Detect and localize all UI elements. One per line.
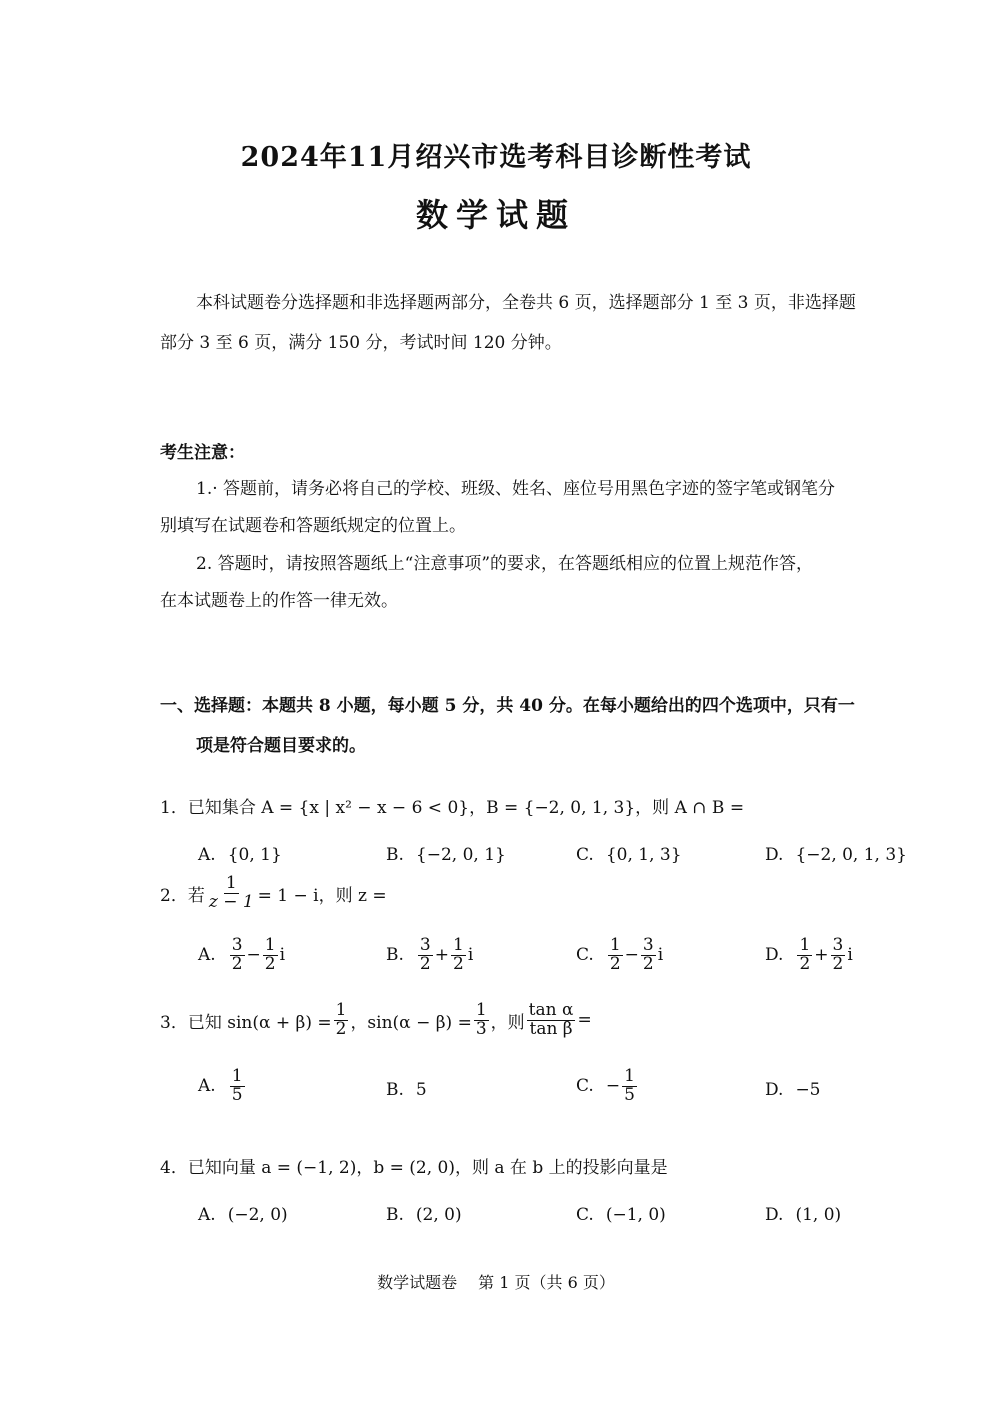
intro-line-1: 本科试题卷分选择题和非选择题两部分，全卷共 6 页，选择题部分 1 至 3 页，非选择题 — [196, 293, 856, 313]
fraction — [230, 1068, 245, 1105]
question-4-option-d — [765, 1205, 841, 1225]
exam-title: 2024年11月绍兴市选考科目诊断性考试 — [240, 142, 752, 173]
question-4-option-c — [576, 1205, 666, 1225]
option-text: {−2, 0, 1, 3} — [795, 845, 907, 865]
question-1-option-b — [386, 845, 506, 865]
question-3-option-d — [765, 1080, 821, 1100]
option-label: C. — [576, 1076, 594, 1097]
option-text: (1, 0) — [795, 1205, 842, 1225]
fraction-numerator: 1 — [624, 1066, 635, 1086]
option-label: B. — [386, 1080, 404, 1100]
fraction-numerator: 1 — [335, 1000, 347, 1020]
question-4-stem: 4．已知向量 a = (−1, 2)，b = (2, 0)，则 a 在 b 上的投影向量是 — [160, 1158, 668, 1178]
option-label: A. — [198, 1076, 216, 1097]
fraction — [527, 1002, 576, 1039]
option-sign: − — [605, 1076, 621, 1097]
notice-item-2-line-1: 2. 答题时，请按照答题纸上“注意事项”的要求，在答题纸相应的位置上规范作答， — [196, 554, 814, 574]
option-text: (2, 0) — [415, 1205, 462, 1225]
fraction — [474, 1002, 489, 1039]
option-label: A. — [198, 1205, 216, 1225]
option-label: D. — [765, 1205, 784, 1225]
fraction: $\frac{1}{2}$ — [799, 935, 811, 974]
fraction-denominator: 2 — [335, 1018, 347, 1039]
option-label: C. — [576, 845, 594, 865]
question-2-option-a: A. $\frac{3}{2}$ − $\frac{1}{2}$ i — [198, 935, 286, 974]
fraction: $\frac{3}{2}$ — [419, 935, 431, 974]
fraction-denominator: 5 — [624, 1084, 635, 1105]
fraction-numerator: 1 — [231, 1066, 243, 1086]
question-3-then: ，则 — [490, 1012, 525, 1033]
question-3-eq: = — [577, 1010, 592, 1031]
option-text: (−1, 0) — [605, 1205, 666, 1225]
option-label: B. — [386, 945, 404, 966]
intro-line-2: 部分 3 至 6 页，满分 150 分，考试时间 120 分钟。 — [160, 333, 562, 353]
fraction — [622, 1068, 637, 1105]
question-2-stem — [160, 875, 387, 912]
fraction: $\frac{1}{2}$ — [609, 935, 621, 974]
option-text: {0, 1, 3} — [605, 845, 682, 865]
question-1-option-a — [198, 845, 282, 865]
fraction-denominator: tan β — [529, 1018, 573, 1039]
question-2-suffix: = 1 − i，则 z = — [257, 885, 387, 906]
question-1-option-d — [765, 845, 907, 865]
question-4-option-a — [198, 1205, 288, 1225]
fraction: $\frac{1}{2}$ — [452, 935, 464, 974]
question-3-option-b — [386, 1080, 427, 1100]
question-3-option-a — [198, 1068, 247, 1105]
option-label: D. — [765, 1080, 784, 1100]
question-3-stem — [160, 1002, 592, 1039]
question-3-prefix: 3．已知 sin(α + β) = — [160, 1012, 332, 1033]
question-2-option-c: C. $\frac{1}{2}$ − $\frac{3}{2}$ i — [576, 935, 664, 974]
notice-item-2-line-2: 在本试题卷上的作答一律无效。 — [160, 591, 398, 611]
question-3-option-c — [576, 1068, 639, 1105]
option-label: D. — [765, 845, 784, 865]
option-label: B. — [386, 845, 404, 865]
fraction: $\frac{3}{2}$ — [231, 935, 243, 974]
option-text: (−2, 0) — [227, 1205, 288, 1225]
option-label: A. — [198, 945, 216, 966]
fraction: $\frac{1}{2}$ — [264, 935, 276, 974]
question-1-option-c — [576, 845, 682, 865]
question-1-stem: 1．已知集合 A = {x | x² − x − 6 < 0}，B = {−2, 0, 1, 3}，则 A ∩ B = — [160, 798, 745, 818]
option-label: C. — [576, 945, 594, 966]
fraction-numerator: 1 — [475, 1000, 487, 1020]
fraction-numerator: tan α — [528, 1000, 574, 1020]
fraction-denominator: z − 1 — [208, 891, 254, 912]
notice-item-1-line-1: 1.· 答题前，请务必将自己的学校、班级、姓名、座位号用黑色字迹的签字笔或钢笔分 — [196, 479, 836, 499]
question-2-fraction — [207, 875, 256, 912]
notice-heading: 考生注意： — [160, 443, 245, 463]
question-2-prefix: 2．若 — [160, 885, 205, 906]
fraction-numerator: 1 — [225, 873, 237, 893]
fraction — [334, 1002, 349, 1039]
notice-item-1-line-2: 别填写在试题卷和答题纸规定的位置上。 — [160, 516, 466, 536]
option-label: B. — [386, 1205, 404, 1225]
option-label: C. — [576, 1205, 594, 1225]
option-text: {0, 1} — [227, 845, 282, 865]
page-footer: 数学试题卷 第 1 页（共 6 页） — [377, 1273, 615, 1292]
question-2-option-b: B. $\frac{3}{2}$ + $\frac{1}{2}$ i — [386, 935, 474, 974]
option-text: 5 — [415, 1080, 427, 1100]
question-2-option-d: D. $\frac{1}{2}$ + $\frac{3}{2}$ i — [765, 935, 853, 974]
option-label: A. — [198, 845, 216, 865]
option-text: {−2, 0, 1} — [415, 845, 506, 865]
fraction-denominator: 3 — [475, 1018, 487, 1039]
fraction-denominator: 5 — [231, 1084, 243, 1105]
question-4-option-b — [386, 1205, 462, 1225]
option-text: −5 — [795, 1080, 821, 1100]
section-1-heading-line-1: 一、选择题：本题共 8 小题，每小题 5 分，共 40 分。在每小题给出的四个选项中，只有一 — [160, 696, 855, 716]
exam-subtitle: 数学试题 — [415, 196, 576, 234]
fraction: $\frac{3}{2}$ — [832, 935, 844, 974]
question-3-mid: ，sin(α − β) = — [350, 1012, 472, 1033]
section-1-heading-line-2: 项是符合题目要求的。 — [196, 736, 366, 756]
fraction: $\frac{3}{2}$ — [642, 935, 654, 974]
option-label: D. — [765, 945, 784, 966]
